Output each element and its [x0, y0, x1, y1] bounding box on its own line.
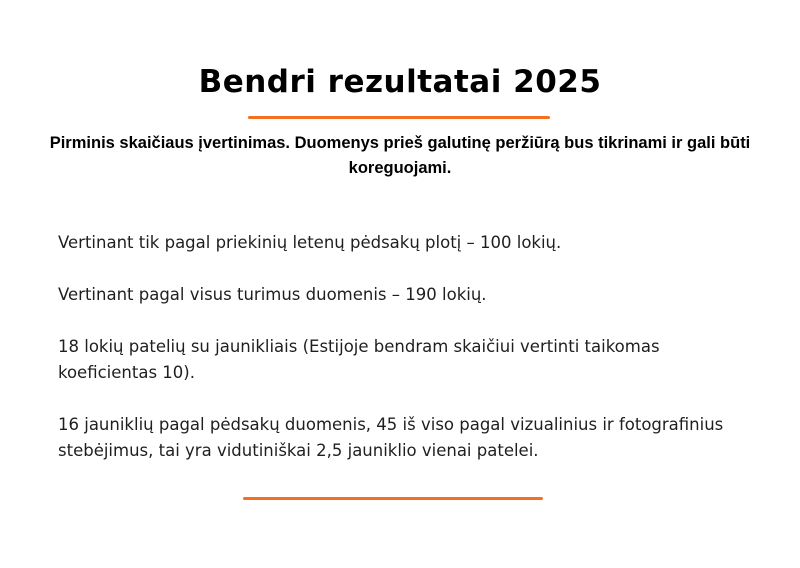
- bottom-divider: [243, 497, 543, 500]
- top-divider: [248, 116, 550, 119]
- subtitle-note: Pirminis skaičiaus įvertinimas. Duomenys prieš galutinę peržiūrą bus tikrinami ir gali būti koreguojami.: [49, 134, 751, 177]
- result-paragraph: 16 jauniklių pagal pėdsakų duomenis, 45 iš viso pagal vizualinius ir fotografinius stebėjimus, tai yra vidutiniškai 2,5 jauniklio vienai patelei.: [58, 415, 724, 460]
- results-body: [58, 230, 758, 490]
- result-paragraph: Vertinant tik pagal priekinių letenų pėdsakų plotį – 100 lokių.: [58, 233, 562, 252]
- result-paragraph: Vertinant pagal visus turimus duomenis – 190 lokių.: [58, 285, 487, 304]
- page-title: Bendri rezultatai 2025: [198, 64, 602, 100]
- result-paragraph: 18 lokių patelių su jaunikliais (Estijoje bendram skaičiui vertinti taikomas koeficientas 10).: [58, 337, 660, 382]
